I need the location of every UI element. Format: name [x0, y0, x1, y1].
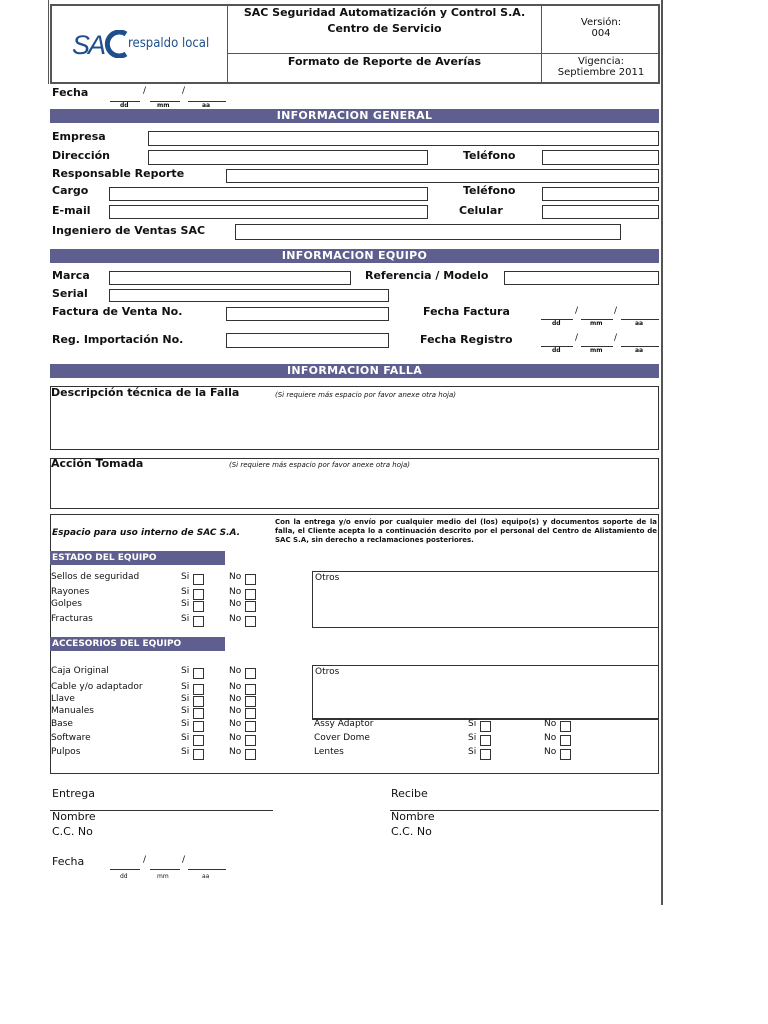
- accesorio-extra-item-no-checkbox[interactable]: [560, 749, 571, 760]
- accesorio-item-si-checkbox[interactable]: [193, 749, 204, 760]
- factura-input[interactable]: [226, 307, 389, 321]
- accesorio-item-si-label: Si: [181, 719, 190, 729]
- fecha-registro-dd: dd: [552, 347, 561, 354]
- version-label: Versión:: [580, 17, 622, 28]
- accesorio-item-no-checkbox[interactable]: [245, 668, 256, 679]
- accesorio-item-no-checkbox[interactable]: [245, 749, 256, 760]
- accesorio-item-si-checkbox[interactable]: [193, 735, 204, 746]
- top-date-mm: mm: [157, 102, 170, 109]
- accesorio-item-si-checkbox[interactable]: [193, 668, 204, 679]
- estado-item-no-label: No: [229, 587, 242, 597]
- telefono2-input[interactable]: [542, 187, 659, 201]
- direccion-label: Dirección: [52, 149, 110, 162]
- bottom-date-sep1: /: [143, 855, 147, 865]
- accesorio-extra-item-si-checkbox[interactable]: [480, 721, 491, 732]
- accesorios-otros-label: Otros: [315, 667, 340, 677]
- logo-text: respaldo local: [128, 36, 210, 51]
- accesorio-item-si-checkbox[interactable]: [193, 684, 204, 695]
- direccion-input[interactable]: [148, 150, 428, 165]
- accesorio-item-label: Caja Original: [51, 666, 109, 676]
- entrega-cc-label: C.C. No: [52, 825, 93, 838]
- bottom-date-dd-line[interactable]: [110, 869, 140, 870]
- entrega-label: Entrega: [52, 787, 96, 800]
- celular-label: Celular: [459, 204, 503, 217]
- accion-tomada-note: (Si requiere más espacio por favor anexe otra hoja): [229, 461, 410, 469]
- estado-item-no-label: No: [229, 599, 242, 609]
- accesorio-item-label: Base: [51, 719, 73, 729]
- bottom-date-label: Fecha: [52, 855, 85, 868]
- estado-item-si-checkbox[interactable]: [193, 601, 204, 612]
- fecha-registro-mm: mm: [590, 347, 603, 354]
- accesorio-item-si-checkbox[interactable]: [193, 696, 204, 707]
- accesorio-item-no-label: No: [229, 733, 242, 743]
- accesorio-extra-item-si-label: Si: [468, 733, 477, 743]
- accesorio-item-si-checkbox[interactable]: [193, 721, 204, 732]
- title-cell-top: [228, 4, 542, 54]
- entrega-nombre-label: Nombre: [52, 810, 96, 823]
- company-name: SAC Seguridad Automatización y Control S.A.: [243, 6, 526, 19]
- marca-label: Marca: [52, 269, 90, 282]
- bottom-date-aa-line[interactable]: [188, 869, 226, 870]
- estado-equipo-band: ESTADO DEL EQUIPO: [50, 551, 225, 565]
- ingeniero-input[interactable]: [235, 224, 621, 240]
- page-border-right: [661, 0, 663, 905]
- telefono2-label: Teléfono: [463, 184, 516, 197]
- bottom-date-sep2: /: [182, 855, 186, 865]
- accesorios-otros-box[interactable]: [312, 665, 659, 719]
- telefono1-input[interactable]: [542, 150, 659, 165]
- telefono1-label: Teléfono: [463, 149, 516, 162]
- accesorio-extra-item-no-label: No: [544, 733, 557, 743]
- estado-otros-box[interactable]: [312, 571, 659, 628]
- section-equipo-band: INFORMACION EQUIPO: [50, 249, 659, 263]
- descripcion-falla-label: Descripción técnica de la Falla: [51, 386, 240, 399]
- accesorio-extra-item-no-checkbox[interactable]: [560, 721, 571, 732]
- accesorio-extra-item-no-checkbox[interactable]: [560, 735, 571, 746]
- accion-tomada-label: Acción Tomada: [51, 457, 144, 470]
- accesorios-equipo-band: ACCESORIOS DEL EQUIPO: [50, 637, 225, 651]
- importacion-input[interactable]: [226, 333, 389, 348]
- version-cell: [542, 4, 660, 54]
- top-date-label: Fecha: [52, 86, 89, 99]
- factura-label: Factura de Venta No.: [52, 305, 183, 318]
- accesorio-extra-item-no-label: No: [544, 719, 557, 729]
- accesorio-item-no-label: No: [229, 694, 242, 704]
- accesorio-extra-item-label: Lentes: [314, 747, 344, 757]
- page-border-left: [48, 0, 49, 84]
- estado-item-label: Fracturas: [51, 614, 93, 624]
- top-date-aa: aa: [202, 102, 211, 109]
- accesorio-extra-item-si-checkbox[interactable]: [480, 749, 491, 760]
- bottom-date-mm-line[interactable]: [150, 869, 180, 870]
- accesorio-extra-item-label: Assy Adaptor: [314, 719, 374, 729]
- accesorio-item-no-checkbox[interactable]: [245, 708, 256, 719]
- accesorio-item-label: Manuales: [51, 706, 94, 716]
- estado-item-no-checkbox[interactable]: [245, 601, 256, 612]
- bottom-date-mm: mm: [157, 873, 169, 880]
- email-input[interactable]: [109, 205, 428, 219]
- internal-use-title: Espacio para uso interno de SAC S.A.: [52, 528, 241, 538]
- accesorio-item-no-label: No: [229, 706, 242, 716]
- fecha-registro-label: Fecha Registro: [420, 333, 513, 346]
- marca-input[interactable]: [109, 271, 351, 285]
- serial-label: Serial: [52, 287, 88, 300]
- estado-item-si-label: Si: [181, 599, 190, 609]
- service-name: Centro de Servicio: [327, 22, 442, 35]
- ingeniero-label: Ingeniero de Ventas SAC: [52, 224, 206, 237]
- validity-cell: [542, 54, 660, 84]
- bottom-date-dd: dd: [120, 873, 128, 880]
- top-date-dd: dd: [120, 102, 129, 109]
- accesorio-extra-item-si-label: Si: [468, 747, 477, 757]
- sac-logo: [72, 30, 128, 58]
- estado-item-label: Sellos de seguridad: [51, 572, 140, 582]
- accesorio-item-si-label: Si: [181, 666, 190, 676]
- accesorio-extra-item-label: Cover Dome: [314, 733, 370, 743]
- accesorio-item-si-label: Si: [181, 682, 190, 692]
- accesorio-item-no-checkbox[interactable]: [245, 735, 256, 746]
- accesorio-item-si-label: Si: [181, 733, 190, 743]
- accesorio-item-no-checkbox[interactable]: [245, 684, 256, 695]
- accesorio-item-label: Cable y/o adaptador: [51, 682, 143, 692]
- accesorio-extra-item-no-label: No: [544, 747, 557, 757]
- cargo-input[interactable]: [109, 187, 428, 201]
- estado-item-no-label: No: [229, 614, 242, 624]
- estado-item-label: Rayones: [51, 587, 90, 597]
- accesorio-item-si-checkbox[interactable]: [193, 708, 204, 719]
- accesorio-item-si-label: Si: [181, 706, 190, 716]
- title-cell-bottom: [228, 54, 542, 84]
- accesorio-extra-item-si-checkbox[interactable]: [480, 735, 491, 746]
- estado-item-no-checkbox[interactable]: [245, 574, 256, 585]
- descripcion-falla-note: (Si requiere más espacio por favor anexe otra hoja): [275, 391, 456, 399]
- accesorio-item-si-label: Si: [181, 747, 190, 757]
- top-date-sep2: /: [182, 86, 186, 96]
- estado-item-no-checkbox[interactable]: [245, 589, 256, 600]
- serial-input[interactable]: [109, 289, 389, 302]
- validity-value: Septiembre 2011: [557, 67, 645, 78]
- estado-item-label: Golpes: [51, 599, 82, 609]
- email-label: E-mail: [52, 204, 91, 217]
- accesorio-item-label: Llave: [51, 694, 75, 704]
- validity-label: Vigencia:: [577, 56, 624, 67]
- estado-item-si-label: Si: [181, 572, 190, 582]
- fecha-factura-dd: dd: [552, 320, 561, 327]
- accesorio-item-no-label: No: [229, 682, 242, 692]
- form-title: Formato de Reporte de Averías: [287, 55, 482, 68]
- estado-item-si-checkbox[interactable]: [193, 589, 204, 600]
- accesorio-item-no-label: No: [229, 747, 242, 757]
- empresa-label: Empresa: [52, 130, 106, 143]
- celular-input[interactable]: [542, 205, 659, 219]
- accesorio-item-no-label: No: [229, 666, 242, 676]
- recibe-label: Recibe: [391, 787, 428, 800]
- bottom-date-aa: aa: [202, 873, 210, 880]
- referencia-label: Referencia / Modelo: [365, 269, 489, 282]
- section-falla-band: INFORMACION FALLA: [50, 364, 659, 378]
- recibe-cc-label: C.C. No: [391, 825, 432, 838]
- accesorio-item-no-checkbox[interactable]: [245, 696, 256, 707]
- fecha-factura-label: Fecha Factura: [423, 305, 510, 318]
- fecha-registro-sep1: /: [575, 333, 579, 343]
- accesorio-extra-item-si-label: Si: [468, 719, 477, 729]
- estado-item-si-checkbox[interactable]: [193, 616, 204, 627]
- fecha-registro-aa: aa: [635, 347, 644, 354]
- fecha-factura-mm: mm: [590, 320, 603, 327]
- estado-otros-label: Otros: [315, 573, 340, 583]
- estado-item-si-label: Si: [181, 614, 190, 624]
- top-date-sep1: /: [143, 86, 147, 96]
- estado-item-si-checkbox[interactable]: [193, 574, 204, 585]
- estado-item-si-label: Si: [181, 587, 190, 597]
- recibe-nombre-label: Nombre: [391, 810, 435, 823]
- referencia-input[interactable]: [504, 271, 659, 285]
- responsable-label: Responsable Reporte: [52, 167, 185, 180]
- version-value: 004: [591, 28, 611, 39]
- internal-disclaimer: Con la entrega y/o envío por cualquier medio del (los) equipo(s) y documentos soporte de la falla, el Cliente acepta lo a continuación descrito por el personal del Centro de Alistamiento de SAC S.A, sin derecho a reclamaciones posteriores.: [275, 518, 657, 544]
- fecha-factura-sep1: /: [575, 306, 579, 316]
- section-general-band: INFORMACION GENERAL: [50, 109, 659, 123]
- estado-item-no-checkbox[interactable]: [245, 616, 256, 627]
- estado-item-no-label: No: [229, 572, 242, 582]
- empresa-input[interactable]: [148, 131, 659, 146]
- accesorio-item-no-checkbox[interactable]: [245, 721, 256, 732]
- fecha-factura-sep2: /: [614, 306, 618, 316]
- svg-text:SA: SA: [72, 30, 105, 58]
- accesorio-item-label: Pulpos: [51, 747, 81, 757]
- importacion-label: Reg. Importación No.: [52, 333, 184, 346]
- logo-cell: [50, 4, 228, 84]
- accesorio-item-label: Software: [51, 733, 91, 743]
- responsable-input[interactable]: [226, 169, 659, 183]
- accesorio-item-si-label: Si: [181, 694, 190, 704]
- fecha-registro-sep2: /: [614, 333, 618, 343]
- accesorio-item-no-label: No: [229, 719, 242, 729]
- fecha-factura-aa: aa: [635, 320, 644, 327]
- cargo-label: Cargo: [52, 184, 89, 197]
